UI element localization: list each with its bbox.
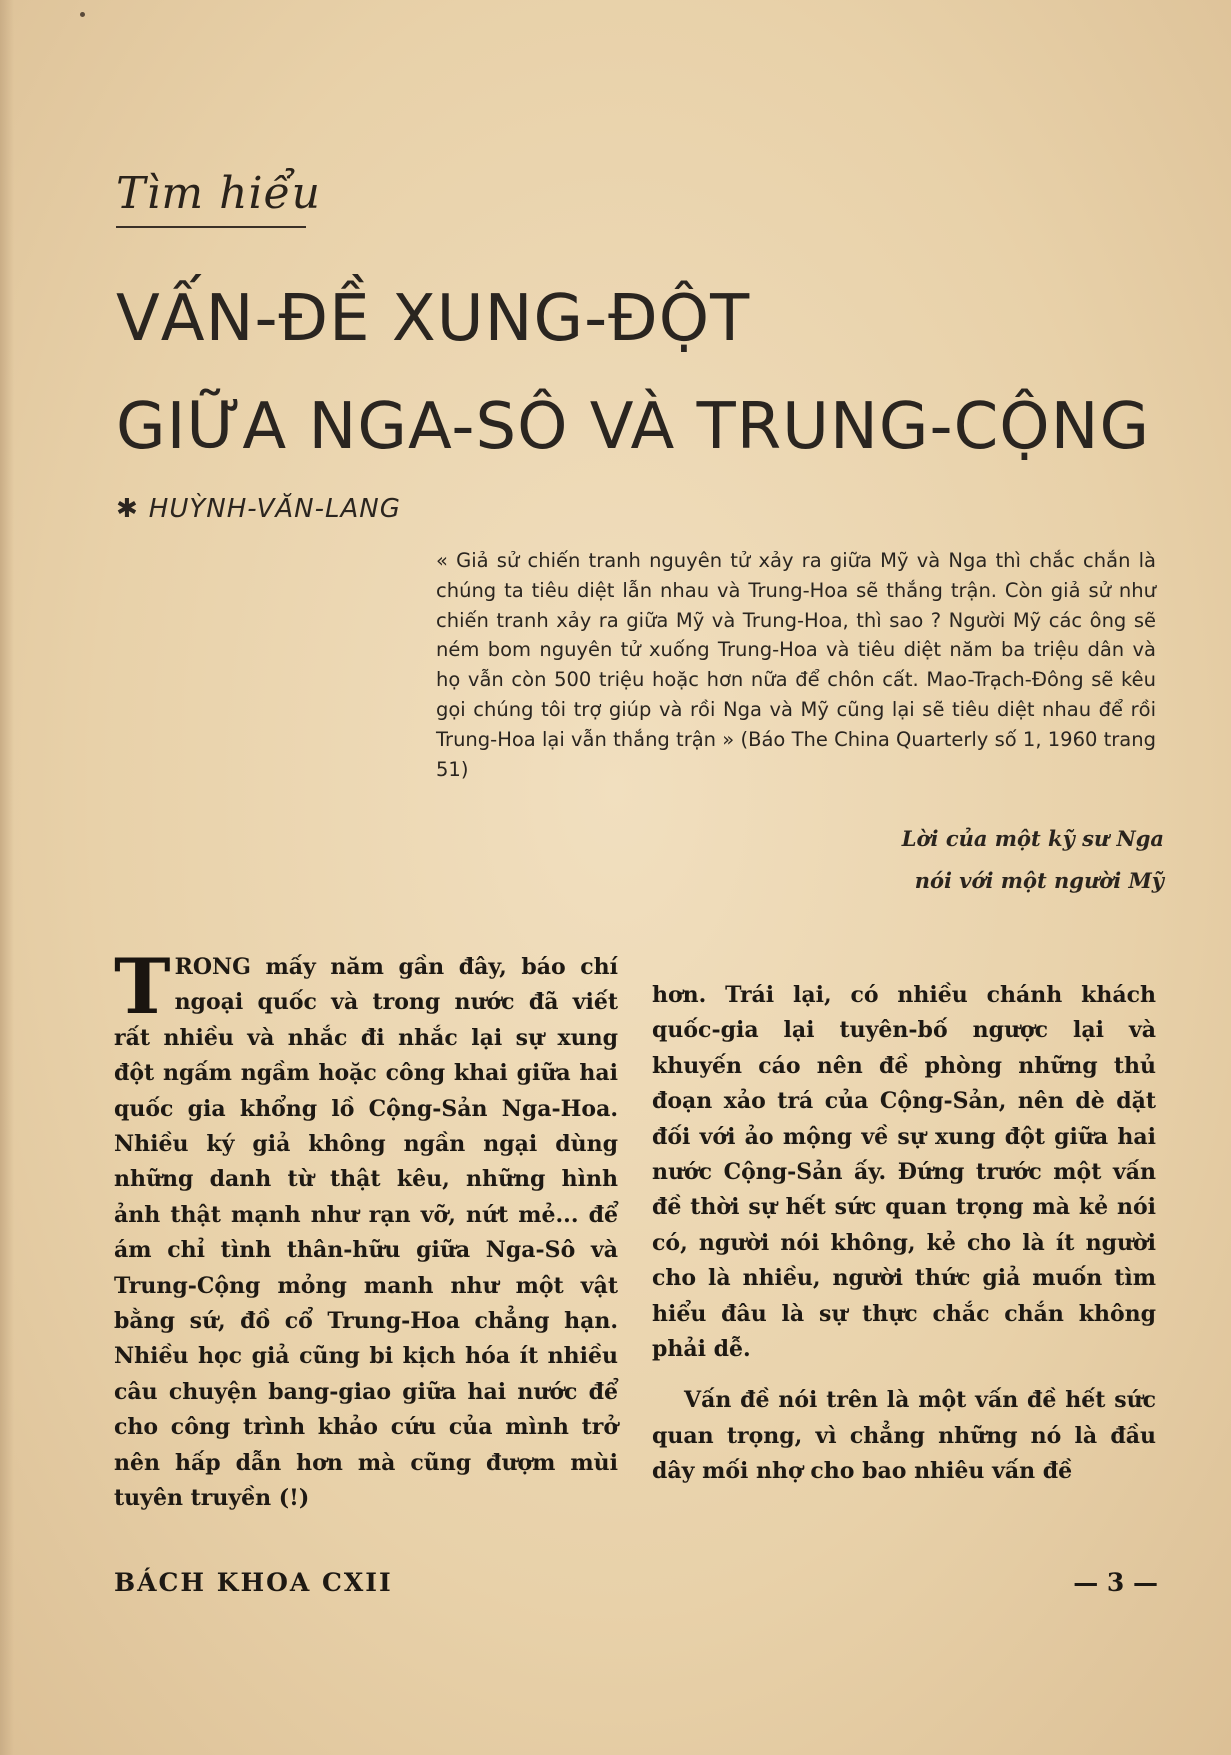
page-edge-shadow — [0, 0, 14, 1755]
body-paragraph: hơn. Trái lại, có nhiều chánh khách quốc-gia lại tuyên-bố ngược lại và khuyến cáo nên đề phòng những thủ đoạn xảo trá của Cộng-Sản, nên dè dặt đối với ảo mộng về sự xung đột giữa hai nước Cộng-Sản ấy. Đứng trước một vấn đề thời sự hết sức quan trọng mà kẻ nói có, người nói không, kẻ cho là ít người cho là nhiều, người thức giả muốn tìm hiểu đâu là sự thực chắc chắn không phải dễ. — [652, 982, 1156, 1363]
section-kicker: Tìm hiểu — [116, 168, 321, 219]
drop-cap: T — [114, 942, 171, 1031]
epigraph-quote: « Giả sử chiến tranh nguyên tử xảy ra giữa Mỹ và Nga thì chắc chắn là chúng ta tiêu diệt lẫn nhau và Trung-Hoa sẽ thắng trận. Còn giả sử như chiến tranh xảy ra giữa Mỹ và Trung-Hoa, thì sao ? Người Mỹ các ông sẽ ném bom nguyên tử xuống Trung-Hoa và tiêu diệt năm ba triệu dân và họ vẫn còn 500 triệu hoặc hơn nữa để chôn cất. Mao-Trạch-Đông sẽ kêu gọi chúng tôi trợ giúp và rồi Nga và Mỹ cũng lại sẽ tiêu diệt nhau để rồi Trung-Hoa lại vẫn thắng trận » (Báo The China Quarterly số 1, 1960 trang 51) — [436, 549, 1156, 781]
author-name: HUỲNH-VĂN-LANG — [148, 494, 401, 524]
body-text: mấy năm gần đây, báo chí ngoại quốc và trong nước đã viết rất nhiều và nhắc đi nhắc lại sự xung đột ngấm ngầm hoặc công khai giữa hai quốc gia khổng lồ Cộng-Sản Nga-Hoa. Nhiều ký giả không ngần ngại dùng những danh từ thật kêu, những hình ảnh thật mạnh như rạn vỡ, nứt mẻ... để ám chỉ tình thân-hữu giữa Nga-Sô và Trung-Cộng mỏng manh như một vật bằng sứ, đồ cổ Trung-Hoa chẳng hạn. Nhiều học giả cũng bi kịch hóa ít nhiều câu chuyện bang-giao giữa hai nước để cho công trình khảo cứu của mình trở nên hấp dẫn hơn mà cũng đượm mùi tuyên truyền (!) — [114, 954, 618, 1512]
page-number: — 3 — — [1073, 1568, 1158, 1597]
body-paragraph: Vấn đề nói trên là một vấn đề hết sức quan trọng, vì chẳng những nó là đầu dây mối nhợ cho bao nhiêu vấn đề — [652, 1387, 1156, 1485]
star-icon: ✱ — [116, 494, 139, 524]
author-byline — [116, 494, 401, 524]
kicker-underline — [116, 226, 306, 228]
ink-speck — [80, 12, 85, 17]
article-title-line2: GIỮA NGA-SÔ VÀ TRUNG-CỘNG — [116, 390, 1151, 464]
body-column-right — [652, 978, 1156, 1490]
epigraph-attribution-line1: Lời của một kỹ sư Nga — [901, 826, 1164, 851]
body-column-left — [114, 942, 618, 1517]
body-paragraph — [114, 942, 618, 1517]
publication-footer: BÁCH KHOA CXII — [114, 1568, 393, 1597]
article-title-line1: VẤN-ĐỀ XUNG-ĐỘT — [116, 282, 751, 356]
epigraph-attribution-line2: nói với một người Mỹ — [914, 868, 1164, 893]
drop-cap-word: RONG — [174, 954, 251, 980]
